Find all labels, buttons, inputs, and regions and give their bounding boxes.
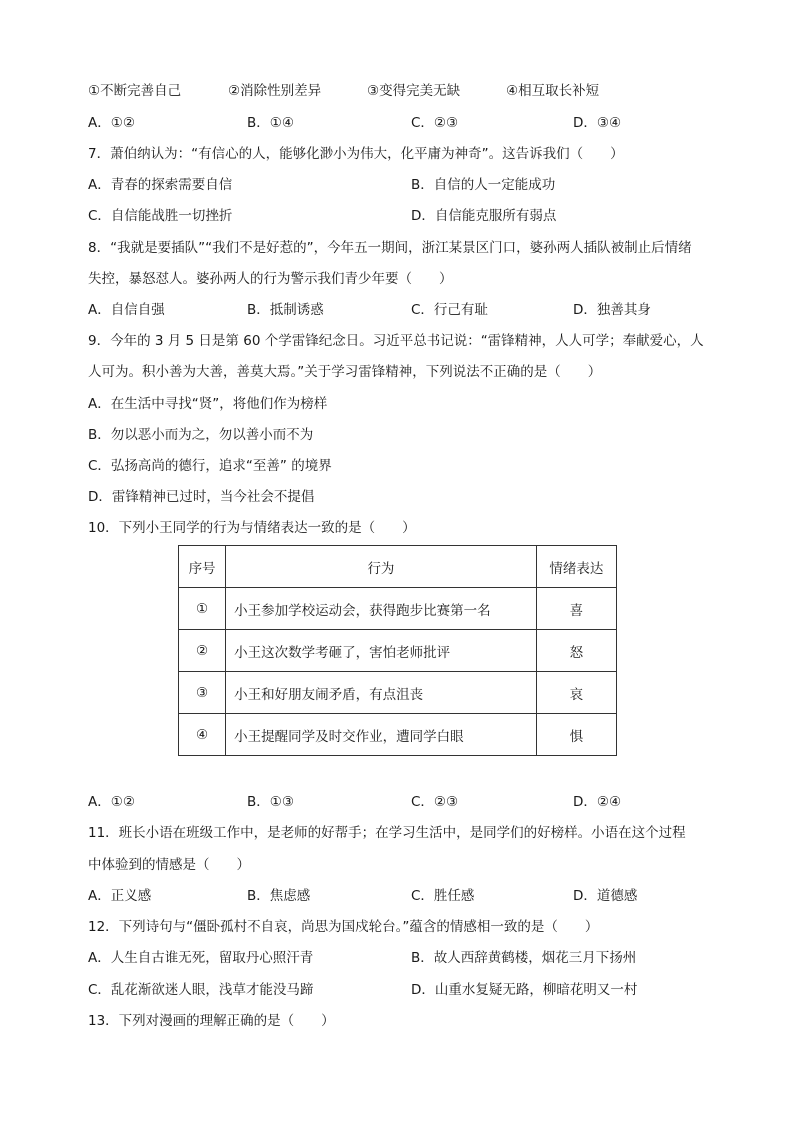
q7-option-a: A．青春的探索需要自信 xyxy=(88,177,233,193)
row-behavior: 小王参加学校运动会，获得跑步比赛第一名 xyxy=(226,588,537,630)
q10-option-d: D．②④ xyxy=(573,794,622,810)
q9-option-b: B．勿以恶小而为之，勿以善小而不为 xyxy=(88,427,314,443)
q10-stem: 10．下列小王同学的行为与情绪表达一致的是（ ） xyxy=(88,520,416,536)
q7-stem: 7．萧伯纳认为：“有信心的人，能够化渺小为伟大，化平庸为神奇”。这告诉我们（ ） xyxy=(88,146,624,162)
q12-option-b: B．故人西辞黄鹤楼，烟花三月下扬州 xyxy=(411,950,637,966)
q8-option-c: C．行己有耻 xyxy=(411,302,488,318)
table-header-row xyxy=(179,546,617,588)
row-number: ③ xyxy=(179,672,226,714)
header-number: 序号 xyxy=(179,546,226,588)
row-emotion: 惧 xyxy=(536,714,616,756)
q11-stem-line-2: 中体验到的情感是（ ） xyxy=(88,857,250,873)
q12-stem: 12．下列诗句与“僵卧孤村不自哀，尚思为国戍轮台。”蕴含的情感相一致的是（ ） xyxy=(88,919,599,935)
q10-option-b: B．①③ xyxy=(247,794,294,810)
q11-option-c: C．胜任感 xyxy=(411,888,475,904)
q9-option-c: C．弘扬高尚的德行，追求“至善” 的境界 xyxy=(88,458,332,474)
q7-option-c: C．自信能战胜一切挫折 xyxy=(88,208,233,224)
row-number: ① xyxy=(179,588,226,630)
table-row xyxy=(179,588,617,630)
row-behavior: 小王这次数学考砸了，害怕老师批评 xyxy=(226,630,537,672)
q9-option-d: D．雷锋精神已过时，当今社会不提倡 xyxy=(88,489,315,505)
q11-option-a: A．正义感 xyxy=(88,888,152,904)
q7-option-b: B．自信的人一定能成功 xyxy=(411,177,556,193)
row-emotion: 喜 xyxy=(536,588,616,630)
q11-option-b: B．焦虑感 xyxy=(247,888,311,904)
q9-stem-line-2: 人可为。积小善为大善，善莫大焉。”关于学习雷锋精神，下列说法不正确的是（ ） xyxy=(88,364,602,380)
row-emotion: 怒 xyxy=(536,630,616,672)
row-emotion: 哀 xyxy=(536,672,616,714)
q12-option-a: A．人生自古谁无死，留取丹心照汗青 xyxy=(88,950,314,966)
row-number: ② xyxy=(179,630,226,672)
q12-option-d: D．山重水复疑无路，柳暗花明又一村 xyxy=(411,982,638,998)
table-row xyxy=(179,672,617,714)
q6-option-b: B．①④ xyxy=(247,115,294,131)
q8-option-a: A．自信自强 xyxy=(88,302,165,318)
q8-option-b: B．抵制诱惑 xyxy=(247,302,324,318)
q6-choice-3: ③变得完美无缺 xyxy=(367,83,461,99)
q10-option-a: A．①② xyxy=(88,794,135,810)
q8-stem-line-2: 失控，暴怒怼人。婆孙两人的行为警示我们青少年要（ ） xyxy=(88,271,453,287)
q8-stem-line-1: 8．“我就是要插队”“我们不是好惹的”，今年五一期间，浙江某景区门口，婆孙两人插队被制止后情绪 xyxy=(88,240,692,256)
q11-option-d: D．道德感 xyxy=(573,888,638,904)
q10-option-c: C．②③ xyxy=(411,794,459,810)
q6-option-a: A．①② xyxy=(88,115,135,131)
header-behavior: 行为 xyxy=(226,546,537,588)
header-emotion: 情绪表达 xyxy=(536,546,616,588)
q13-stem: 13．下列对漫画的理解正确的是（ ） xyxy=(88,1013,335,1029)
behavior-emotion-table xyxy=(178,545,617,756)
q9-stem-line-1: 9．今年的 3 月 5 日是第 60 个学雷锋纪念日。习近平总书记说：“雷锋精神，人人可学；奉献爱心，人 xyxy=(88,333,704,349)
q6-choice-1: ①不断完善自己 xyxy=(88,83,182,99)
table-row xyxy=(179,714,617,756)
row-number: ④ xyxy=(179,714,226,756)
row-behavior: 小王和好朋友闹矛盾，有点沮丧 xyxy=(226,672,537,714)
q11-stem-line-1: 11．班长小语在班级工作中，是老师的好帮手；在学习生活中，是同学们的好榜样。小语在这个过程 xyxy=(88,825,686,841)
q12-option-c: C．乱花渐欲迷人眼，浅草才能没马蹄 xyxy=(88,982,314,998)
q9-option-a: A．在生活中寻找“贤”，将他们作为榜样 xyxy=(88,396,328,412)
table-row xyxy=(179,630,617,672)
q6-choice-2: ②消除性别差异 xyxy=(228,83,322,99)
q6-option-d: D．③④ xyxy=(573,115,622,131)
q8-option-d: D．独善其身 xyxy=(573,302,651,318)
row-behavior: 小王提醒同学及时交作业，遭同学白眼 xyxy=(226,714,537,756)
q6-choice-4: ④相互取长补短 xyxy=(506,83,600,99)
q7-option-d: D．自信能克服所有弱点 xyxy=(411,208,557,224)
q6-option-c: C．②③ xyxy=(411,115,459,131)
